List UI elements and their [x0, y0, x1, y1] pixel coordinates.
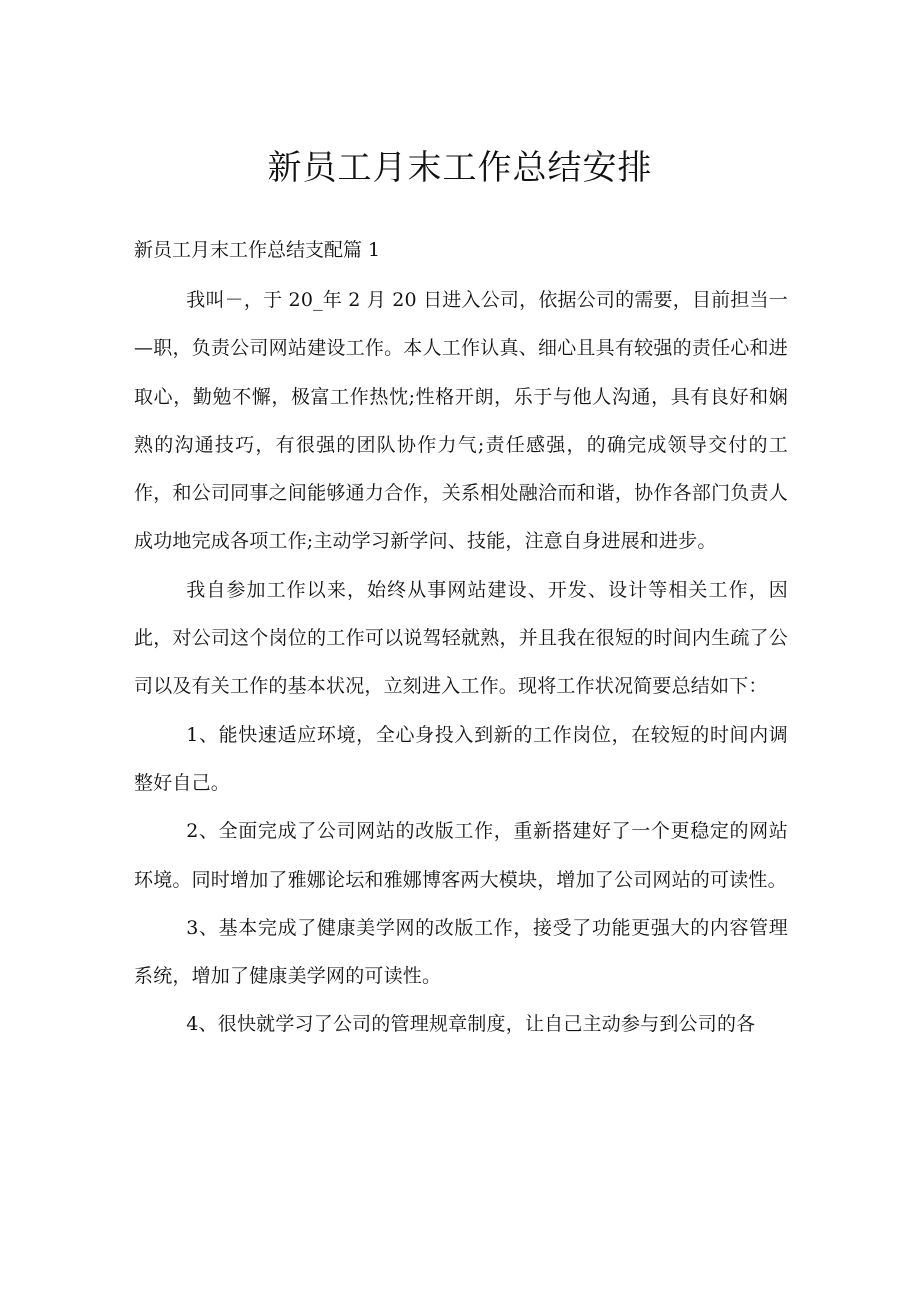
document-title: 新员工月末工作总结安排: [267, 148, 653, 188]
paragraph-background: 我自参加工作以来，始终从事网站建设、开发、设计等相关工作，因此，对公司这个岗位的工作可以说驾轻就熟，并且我在很短的时间内生疏了公司以及有关工作的基本状况，立刻进入工作。现将工作状况简要总结如下：: [134, 578, 788, 698]
document-body: [134, 276, 788, 1049]
list-item-3: 3、基本完成了健康美学网的改版工作，接受了功能更强大的内容管理系统，增加了健康美学网的可读性。: [134, 916, 788, 988]
list-item-2: 2、全面完成了公司网站的改版工作，重新搭建好了一个更稳定的网站环境。同时增加了雅娜论坛和雅娜博客两大模块，增加了公司网站的可读性。: [134, 820, 788, 891]
list-item-1: 1、能快速适应环境，全心身投入到新的工作岗位，在较短的时间内调整好自己。: [134, 723, 788, 794]
paragraph-intro: 我叫－，于 20_年 2 月 20 日进入公司，依据公司的需要，目前担当一—职，负责公司网站建设工作。本人工作认真、细心且具有较强的责任心和进取心，勤勉不懈，极富工作热忱;性格开朗，乐于与他人沟通，具有良好和娴熟的沟通技巧，有很强的团队协作力气;责任感强，的确完成领导交付的工作，和公司同事之间能够通力合作，关系相处融洽而和谐，协作各部门负责人成功地完成各项工作;主动学习新学问、技能，注意自身进展和进步。: [134, 289, 788, 553]
section-heading: 新员工月末工作总结支配篇 1: [134, 239, 381, 261]
list-item-4: 4、很快就学习了公司的管理规章制度，让自己主动参与到公司的各: [186, 1013, 756, 1036]
